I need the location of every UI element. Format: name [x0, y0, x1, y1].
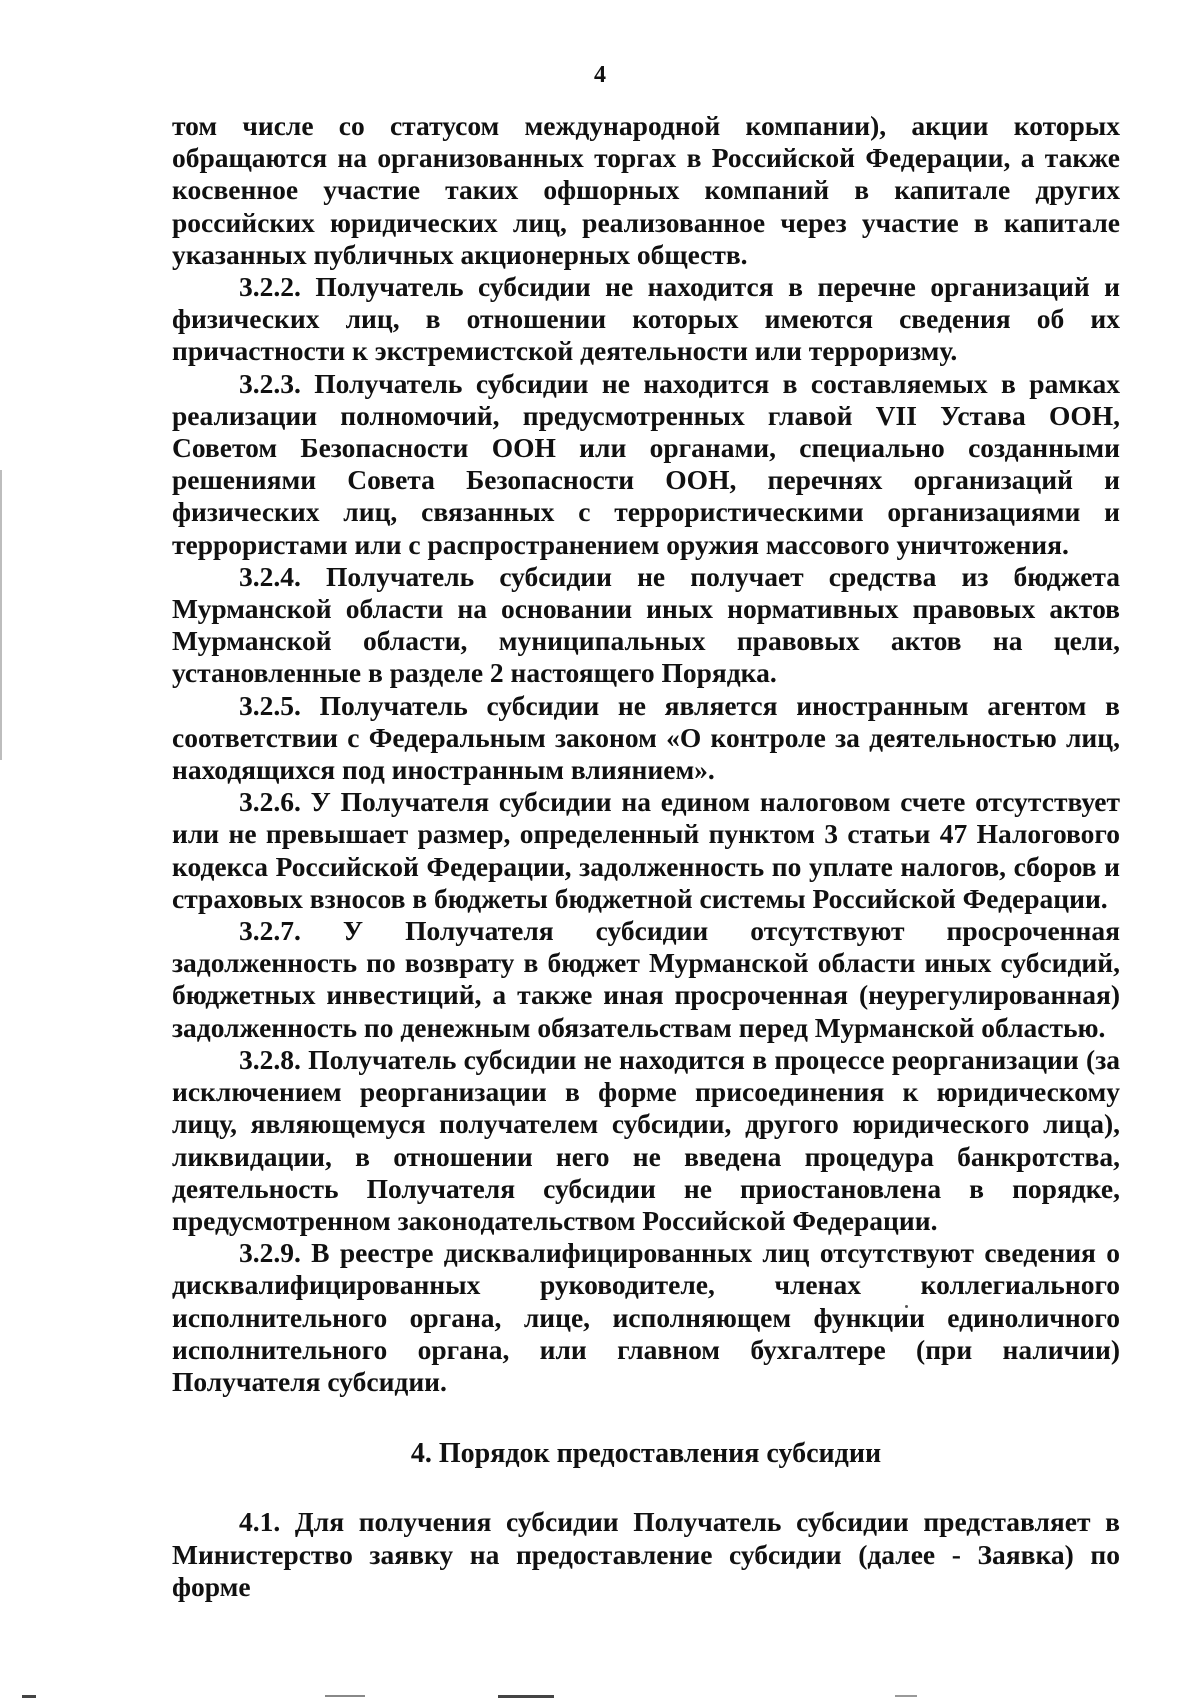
scan-edge-shadow	[0, 470, 2, 760]
scan-bottom-mark	[325, 1695, 365, 1697]
scan-bottom-mark	[895, 1695, 917, 1697]
document-body	[172, 110, 1120, 1603]
page-number: 4	[594, 62, 606, 88]
clause-4-1: 4.1. Для получения субсидии Получатель субсидии представляет в Министерство заявку на предоставление субсидии (далее - Заявка) по форме	[172, 1506, 1120, 1602]
clause-3-2-6: 3.2.6. У Получателя субсидии на едином налоговом счете отсутствует или не превышает размер, определенный пунктом 3 статьи 47 Налогового кодекса Российской Федерации, задолженность по уплате налогов, сборов и страховых взносов в бюджеты бюджетной системы Российской Федерации.	[172, 786, 1120, 914]
clause-3-2-8: 3.2.8. Получатель субсидии не находится в процессе реорганизации (за исключением реорганизации в форме присоединения к юридическому лицу, являющемуся получателем субсидии, другого юридического лица), ликвидации, в отношении него не введена процедура банкротства, деятельность Получателя субсидии не приостановлена в порядке, предусмотренном законодательством Российской Федерации.	[172, 1043, 1120, 1236]
scan-bottom-mark	[22, 1695, 36, 1698]
clause-3-2-2: 3.2.2. Получатель субсидии не находится в перечне организаций и физических лиц, в отношении которых имеются сведения об их причастности к экстремистской деятельности или терроризму.	[172, 271, 1120, 367]
clause-3-2-5: 3.2.5. Получатель субсидии не является иностранным агентом в соответствии с Федеральным законом «О контроле за деятельностью лиц, находящихся под иностранным влиянием».	[172, 689, 1120, 786]
section-heading: 4. Порядок предоставления субсидии	[410, 1438, 882, 1470]
clause-3-2-9: 3.2.9. В реестре дисквалифицированных лиц отсутствуют сведения о дисквалифицированных руководителе, членах коллегиального исполнительного органа, лице, исполняющем функции единоличного исполнительного органа, или главном бухгалтере (при наличии) Получателя субсидии.	[172, 1237, 1120, 1397]
paragraph-continuation: том числе со статусом международной компании), акции которых обращаются на организованных торгах в Российской Федерации, а также косвенное участие таких офшорных компаний в капитале других российских юридических лиц, реализованное через участие в капитале указанных публичных акционерных обществ.	[172, 110, 1120, 270]
clause-3-2-7: 3.2.7. У Получателя субсидии отсутствуют просроченная задолженность по возврату в бюджет Мурманской области иных субсидий, бюджетных инвестиций, а также иная просроченная (неурегулированная) задолженность по денежным обязательствам перед Мурманской областью.	[172, 915, 1120, 1043]
scan-bottom-mark	[498, 1695, 554, 1698]
clause-3-2-4: 3.2.4. Получатель субсидии не получает средства из бюджета Мурманской области на основании иных нормативных правовых актов Мурманской области, муниципальных правовых актов на цели, установленные в разделе 2 настоящего Порядка.	[172, 560, 1120, 689]
clause-3-2-3: 3.2.3. Получатель субсидии не находится в составляемых в рамках реализации полномочий, предусмотренных главой VII Устава ООН, Советом Безопасности ООН или органами, специально созданными решениями Совета Безопасности ООН, перечнях организаций и физических лиц, связанных с террористическими организациями и террористами или с распространением оружия массового уничтожения.	[172, 367, 1120, 560]
